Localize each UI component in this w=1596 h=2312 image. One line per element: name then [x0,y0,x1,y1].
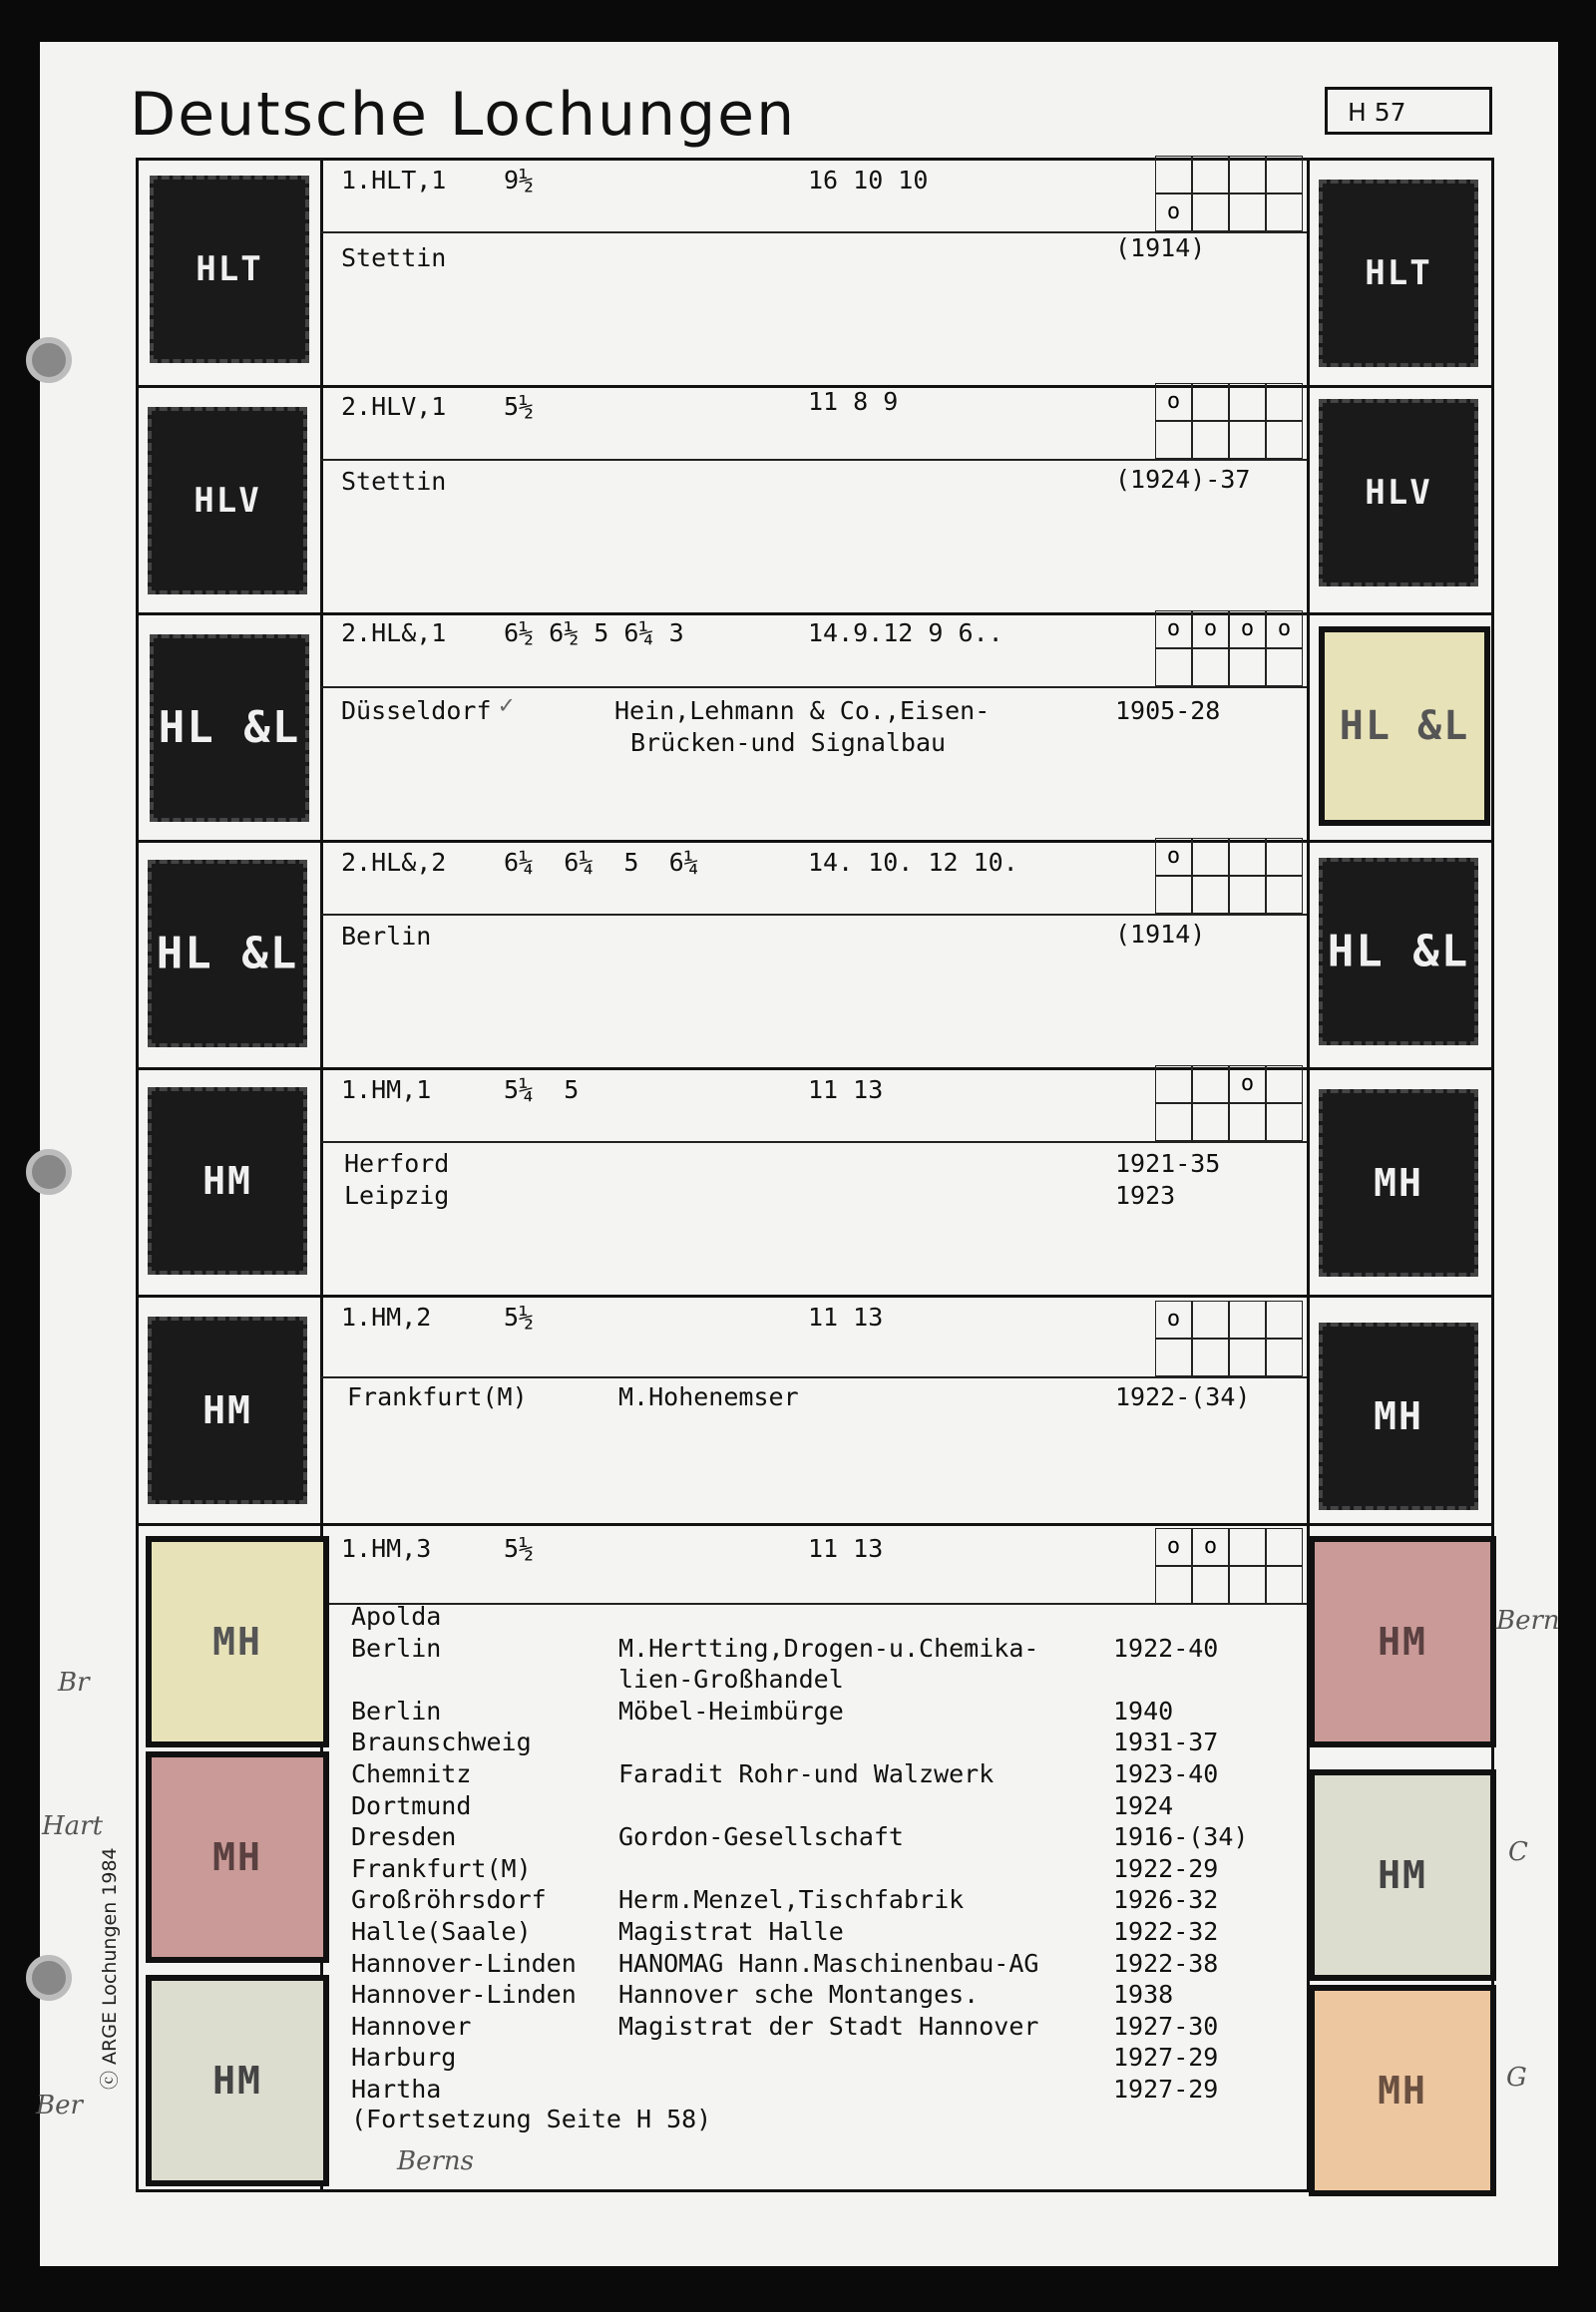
perfin-code: 1.HM,2 [341,1303,432,1332]
city: Stettin [341,243,447,272]
hole-sizes: 5½ [504,1303,535,1332]
perfin-stamp-right: HM [1309,1536,1496,1747]
list-city: Dortmund [351,1791,472,1820]
variant-grid: o [1155,1065,1307,1143]
hole-sizes: 5¼ 5 [504,1075,580,1104]
section-divider [136,1523,1494,1526]
dimensions: 11 13 [808,1534,884,1563]
list-years: 1922-40 [1113,1634,1219,1663]
perfin-stamp-right: MH [1319,1089,1478,1277]
dimensions: 11 13 [808,1303,884,1332]
check-mark: ✓ [499,690,515,719]
handwritten-note: Bern [1496,1606,1560,1636]
perfin-code: 1.HM,1 [341,1075,432,1104]
variant-grid: o o [1155,1528,1307,1606]
list-city: Hartha [351,2075,442,2104]
firm: Hein,Lehmann & Co.,Eisen- [614,696,991,725]
binder-hole [26,337,72,383]
list-firm: lien-Großhandel [618,1665,844,1694]
list-years: 1931-37 [1113,1728,1219,1756]
list-city: Hannover [351,2012,472,2041]
list-years: 1927-30 [1113,2012,1219,2041]
list-years: 1926-32 [1113,1885,1219,1914]
list-city: Halle(Saale) [351,1917,532,1946]
perfin-stamp-left: HM [148,1087,307,1275]
list-city: Hannover-Linden [351,1949,577,1978]
years: (1914) [1115,920,1206,949]
dimensions: 14. 10. 12 10. [808,848,1018,877]
handwritten-note: Berns [397,2146,475,2176]
years: 1905-28 [1115,696,1221,725]
list-city: Großröhrsdorf [351,1885,547,1914]
list-years: 1927-29 [1113,2043,1219,2072]
list-years: 1924 [1113,1791,1174,1820]
list-firm: Magistrat Halle [618,1917,844,1946]
list-years: 1922-32 [1113,1917,1219,1946]
hole-sizes: 5½ [504,392,535,421]
dimensions: 11 8 9 [808,387,899,416]
perfin-code: 2.HLV,1 [341,392,447,421]
list-firm: Faradit Rohr-und Walzwerk [618,1759,995,1788]
perfin-stamp-left: HLV [148,407,307,594]
list-city: Dresden [351,1822,457,1851]
years: (1914) [1115,233,1206,262]
list-city: Berlin [351,1697,442,1726]
list-years: 1940 [1113,1697,1174,1726]
years: 1922-(34) [1115,1382,1251,1411]
list-city: Frankfurt(M) [351,1854,532,1883]
binder-hole [26,1955,72,2001]
perfin-stamp-left: HL &L [150,634,309,822]
list-city: Apolda [351,1602,442,1631]
dimensions: 14.9.12 9 6.. [808,618,1003,647]
variant-grid: o o o o [1155,610,1307,688]
perfin-code: 2.HL&,1 [341,618,447,647]
handwritten-note: Hart [42,1811,104,1841]
binder-hole [26,1149,72,1195]
years: 1921-35 [1115,1149,1221,1178]
perfin-code: 1.HLT,1 [341,166,447,194]
perfin-stamp-left-3: HM [146,1975,329,2186]
list-years: 1923-40 [1113,1759,1219,1788]
perfin-stamp-left: HLT [150,176,309,363]
perfin-stamp-left: HM [148,1317,307,1504]
hole-sizes: 5½ [504,1534,535,1563]
list-firm: HANOMAG Hann.Maschinenbau-AG [618,1949,1039,1978]
list-firm: Gordon-Gesellschaft [618,1822,904,1851]
list-firm: Hannover sche Montanges. [618,1980,980,2009]
handwritten-note: Br [58,1668,90,1698]
list-city: Braunschweig [351,1728,532,1756]
city: Stettin [341,467,447,496]
perfin-code: 1.HM,3 [341,1534,432,1563]
perfin-stamp-left: HL &L [148,860,307,1047]
perfin-stamp-right: HL &L [1319,626,1490,826]
perfin-stamp-left-2: MH [146,1751,329,1963]
variant-grid: o [1155,156,1307,233]
variant-grid: o [1155,383,1307,461]
list-years: 1922-38 [1113,1949,1219,1978]
list-city: Harburg [351,2043,457,2072]
city: Frankfurt(M) [347,1382,528,1411]
perfin-stamp-right: MH [1319,1323,1478,1510]
perfin-stamp-right: HLV [1319,399,1478,586]
city-2: Leipzig [344,1181,450,1210]
list-firm: Herm.Menzel,Tischfabrik [618,1885,965,1914]
copyright-note: ⓒ ARGE Lochungen 1984 [99,1847,121,2090]
perfin-code: 2.HL&,2 [341,848,447,877]
perfin-stamp-right-3: MH [1309,1985,1496,2196]
list-firm: Möbel-Heimbürge [618,1697,844,1726]
years: (1924)-37 [1115,465,1251,494]
list-firm: Magistrat der Stadt Hannover [618,2012,1039,2041]
handwritten-note: G [1506,2063,1527,2093]
list-years: 1916-(34) [1113,1822,1249,1851]
perfin-stamp-right: HLT [1319,180,1478,367]
city: Herford [344,1149,450,1178]
city: Düsseldorf [341,696,492,725]
list-years: 1922-29 [1113,1854,1219,1883]
page-number: H 57 [1325,87,1492,135]
list-years: 1938 [1113,1980,1174,2009]
hole-sizes: 6¼ 6¼ 5 6¼ [504,848,699,877]
dimensions: 11 13 [808,1075,884,1104]
hole-sizes: 6½ 6½ 5 6¼ 3 [504,618,684,647]
handwritten-note: C [1508,1837,1528,1867]
perfin-stamp-right: HL &L [1319,858,1478,1045]
section-divider [136,1295,1494,1298]
perfin-stamp-left: MH [146,1536,329,1747]
firm-line-2: Brücken-und Signalbau [630,728,947,757]
perfin-stamp-right-2: HM [1309,1769,1496,1981]
page-title: Deutsche Lochungen [130,80,797,150]
list-city: Berlin [351,1634,442,1663]
years-2: 1923 [1115,1181,1176,1210]
continuation-note: (Fortsetzung Seite H 58) [351,2105,712,2133]
handwritten-note: Ber [36,2091,83,2120]
list-years: 1927-29 [1113,2075,1219,2104]
list-firm: M.Hertting,Drogen-u.Chemika- [618,1634,1039,1663]
hole-sizes: 9½ [504,166,535,194]
dimensions: 16 10 10 [808,166,929,194]
city: Berlin [341,922,432,951]
list-city: Hannover-Linden [351,1980,577,2009]
list-city: Chemnitz [351,1759,472,1788]
firm: M.Hohenemser [618,1382,799,1411]
variant-grid: o [1155,838,1307,916]
variant-grid: o [1155,1301,1307,1378]
